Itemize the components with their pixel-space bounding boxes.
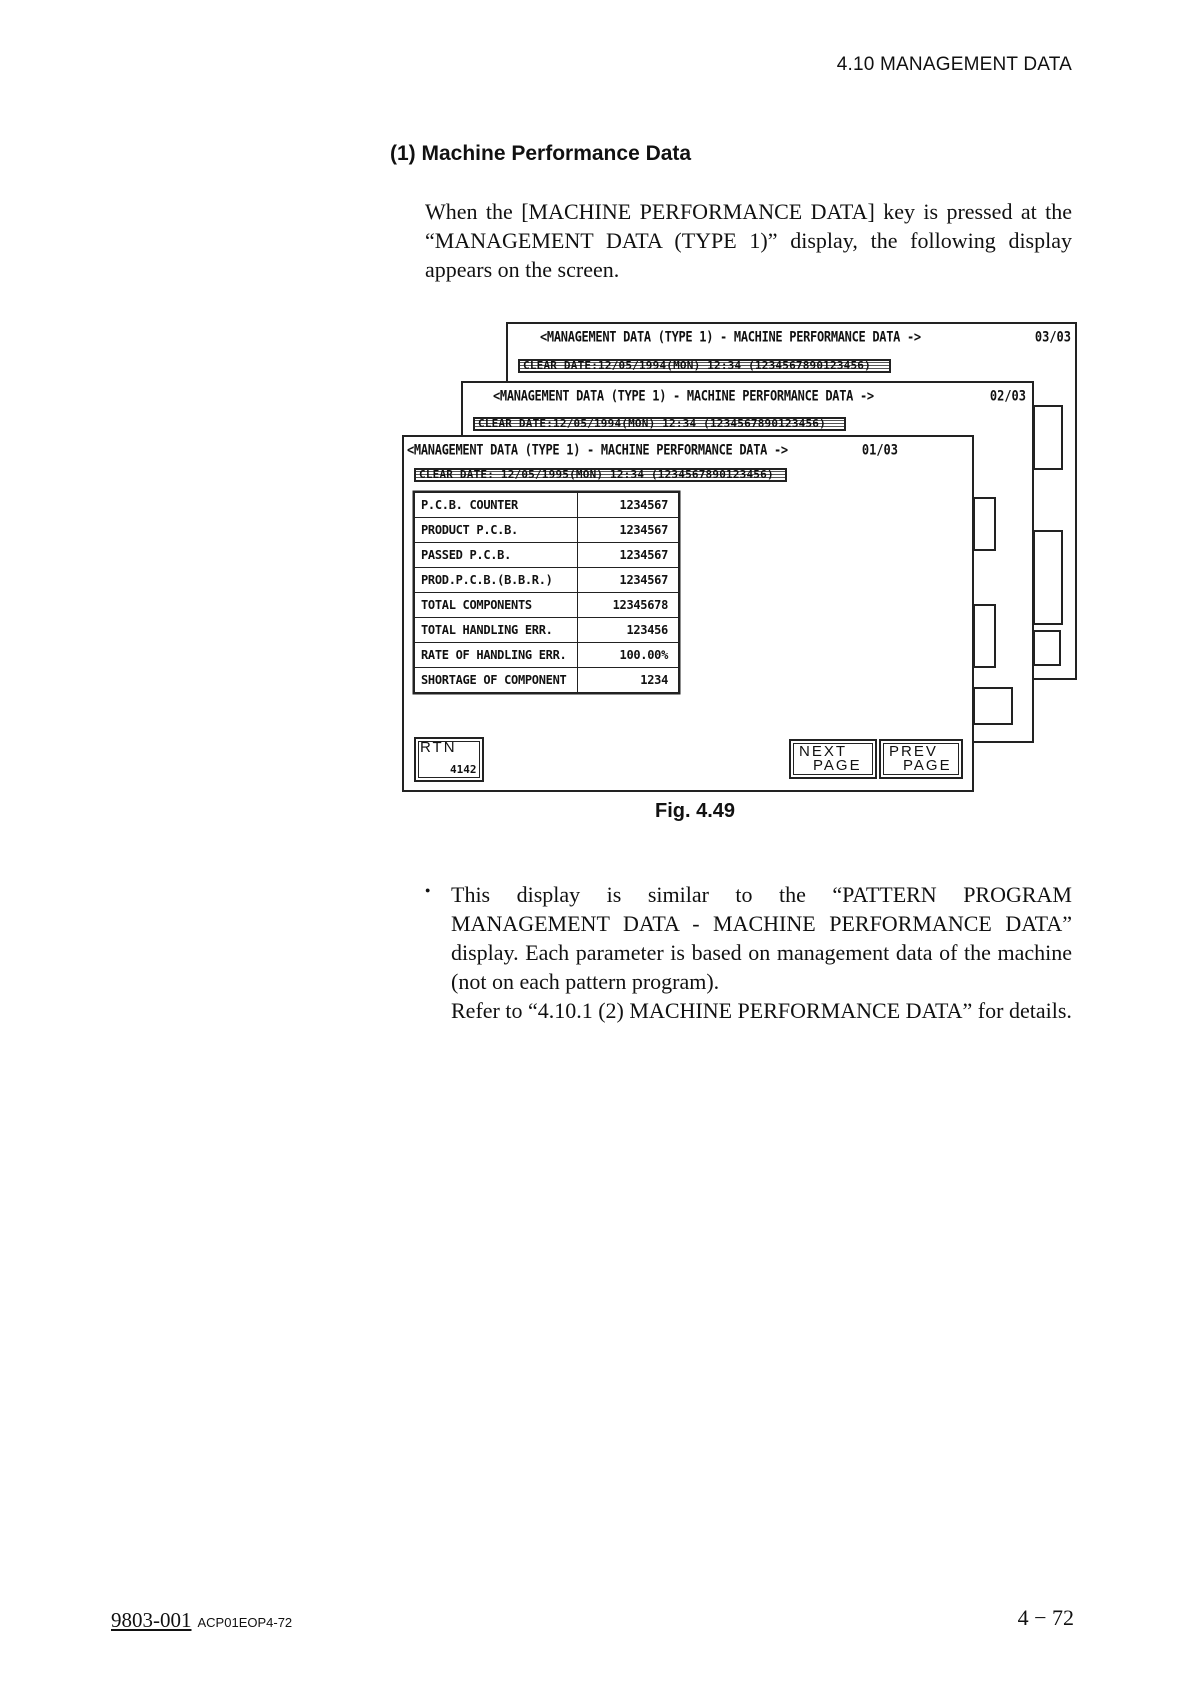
obscured-button-fragment <box>973 687 1013 725</box>
screen-page-1 <box>402 435 974 792</box>
row-value: 1234567 <box>578 543 679 568</box>
row-label: PASSED P.C.B. <box>415 543 578 568</box>
return-button-label: RTN <box>420 739 457 756</box>
clear-date-bar: CLEAR DATE:12/05/1994(MON) 12:34 (1234567890123456) <box>518 359 891 373</box>
obscured-table-fragment <box>973 497 996 551</box>
row-label: TOTAL HANDLING ERR. <box>415 618 578 643</box>
table-row <box>415 593 679 618</box>
row-label: P.C.B. COUNTER <box>415 493 578 518</box>
row-value: 100.00% <box>578 643 679 668</box>
row-value: 123456 <box>578 618 679 643</box>
page-number: 4 − 72 <box>1017 1605 1074 1630</box>
table-row <box>415 643 679 668</box>
row-value: 12345678 <box>578 593 679 618</box>
row-label: RATE OF HANDLING ERR. <box>415 643 578 668</box>
table-row <box>415 543 679 568</box>
next-page-button[interactable] <box>789 739 877 779</box>
note-text: This display is similar to the “PATTERN PROGRAM MANAGEMENT DATA - MACHINE PERFORMANCE DATA” display. Each parameter is based on management data of the machine (not on each pattern program). <box>451 882 1072 994</box>
return-button-code: 4142 <box>450 763 477 776</box>
note-paragraph <box>451 880 1072 1025</box>
clear-date-bar: CLEAR DATE:12/05/1994(MON) 12:34 (1234567890123456) <box>473 417 846 431</box>
return-button[interactable] <box>414 737 484 782</box>
row-label: PRODUCT P.C.B. <box>415 518 578 543</box>
page-indicator: 03/03 <box>1034 329 1071 346</box>
table-row <box>415 668 679 693</box>
row-value: 1234567 <box>578 493 679 518</box>
performance-table <box>414 492 679 693</box>
row-label: PROD.P.C.B.(B.B.R.) <box>415 568 578 593</box>
row-value: 1234567 <box>578 568 679 593</box>
screen-title: <MANAGEMENT DATA (TYPE 1) - MACHINE PERFORMANCE DATA -> <box>493 388 874 405</box>
page-indicator: 01/03 <box>861 442 898 459</box>
prev-page-button[interactable] <box>879 739 963 779</box>
clear-date-bar: CLEAR DATE: 12/05/1995(MON) 12:34 (1234567890123456) <box>414 468 787 482</box>
running-header: 4.10 MANAGEMENT DATA <box>836 54 1072 75</box>
obscured-table-fragment <box>1033 405 1063 470</box>
intro-paragraph: When the [MACHINE PERFORMANCE DATA] key is pressed at the “MANAGEMENT DATA (TYPE 1)” display, the following display appears on the screen. <box>425 199 1072 282</box>
row-label: TOTAL COMPONENTS <box>415 593 578 618</box>
footer-doc-id <box>111 1608 292 1633</box>
row-value: 1234567 <box>578 518 679 543</box>
obscured-table-fragment <box>1033 530 1063 625</box>
row-value: 1234 <box>578 668 679 693</box>
doc-number: 9803-001 <box>111 1608 192 1632</box>
section-heading: (1) Machine Performance Data <box>390 142 692 165</box>
prev-page-label-2: PAGE <box>903 757 952 774</box>
page-indicator: 02/03 <box>989 388 1026 405</box>
table-row <box>415 568 679 593</box>
bullet-icon: ● <box>425 885 431 895</box>
table-row <box>415 518 679 543</box>
row-label: SHORTAGE OF COMPONENT <box>415 668 578 693</box>
obscured-table-fragment <box>973 604 996 668</box>
next-page-label-2: PAGE <box>813 757 862 774</box>
note-reference: Refer to “4.10.1 (2) MACHINE PERFORMANCE DATA” for details. <box>451 998 1072 1023</box>
doc-code: ACP01EOP4-72 <box>197 1615 293 1630</box>
screen-title: <MANAGEMENT DATA (TYPE 1) - MACHINE PERFORMANCE DATA -> <box>540 329 921 346</box>
figure-caption: Fig. 4.49 <box>655 800 736 822</box>
table-row <box>415 618 679 643</box>
prev-page-label: PREV <box>889 743 938 760</box>
next-page-label: NEXT <box>799 743 848 760</box>
table-row <box>415 493 679 518</box>
screen-title: <MANAGEMENT DATA (TYPE 1) - MACHINE PERFORMANCE DATA -> <box>407 442 788 459</box>
obscured-button-fragment <box>1033 630 1061 666</box>
